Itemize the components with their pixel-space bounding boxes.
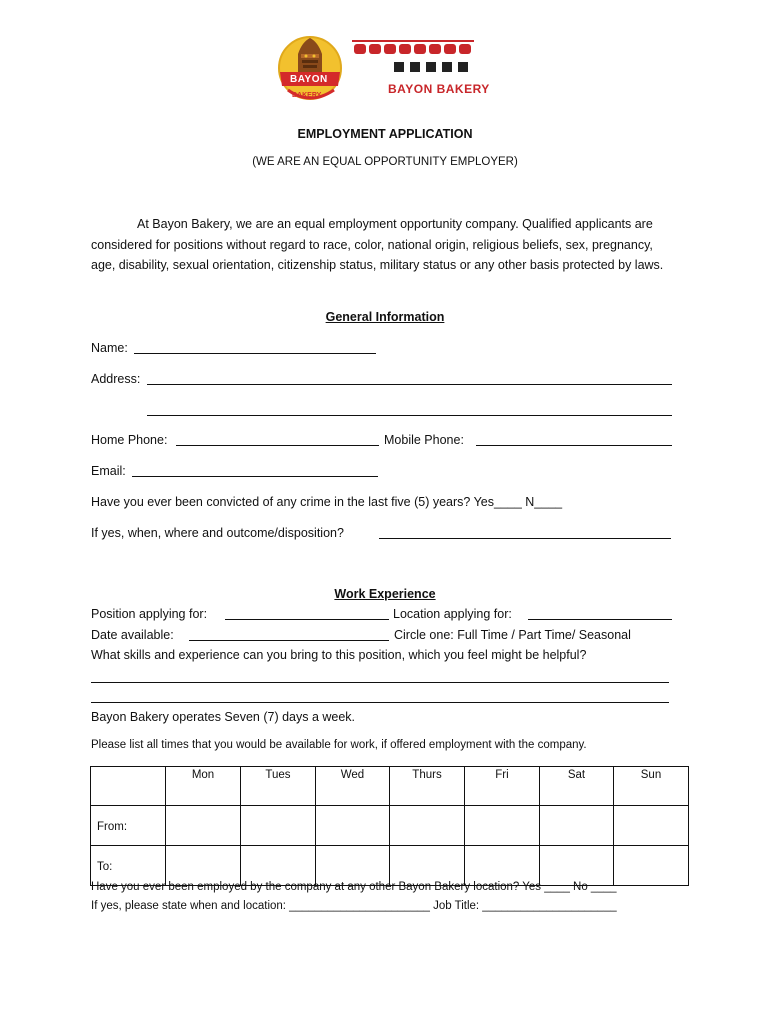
from-wed-cell[interactable] — [316, 806, 390, 846]
date-available-label: Date available: — [91, 628, 174, 642]
email-field[interactable] — [132, 476, 378, 477]
location-label: Location applying for: — [393, 607, 512, 621]
date-available-field[interactable] — [189, 640, 389, 641]
position-field[interactable] — [225, 619, 389, 620]
if-yes-disposition-label: If yes, when, where and outcome/disposition? — [91, 526, 344, 540]
position-label: Position applying for: — [91, 607, 208, 621]
general-info-heading: General Information — [325, 310, 445, 324]
page-title: EMPLOYMENT APPLICATION — [297, 127, 473, 141]
table-corner-cell — [91, 767, 166, 806]
address-field-line1[interactable] — [147, 384, 672, 385]
mobile-phone-label: Mobile Phone: — [384, 433, 464, 447]
logo-emblem-bottom-text: BAKERY — [292, 92, 322, 99]
address-field-line2[interactable] — [147, 415, 672, 416]
name-field[interactable] — [134, 353, 376, 354]
employment-type-choice[interactable]: Circle one: Full Time / Part Time/ Seasonal — [394, 628, 631, 642]
day-header-thurs: Thurs — [390, 767, 465, 806]
logo-emblem-top-text: BAYON — [290, 74, 328, 85]
employed-before-question: Have you ever been employed by the company at any other Bayon Bakery location? Yes ____ No ____ — [91, 881, 617, 893]
day-header-tues: Tues — [241, 767, 316, 806]
home-phone-field[interactable] — [176, 445, 379, 446]
availability-table — [90, 766, 689, 886]
from-tues-cell[interactable] — [241, 806, 316, 846]
from-sat-cell[interactable] — [540, 806, 614, 846]
bayon-bakery-logo — [276, 32, 492, 108]
availability-note: Please list all times that you would be available for work, if offered employment with the company. — [91, 739, 587, 751]
day-header-mon: Mon — [166, 767, 241, 806]
from-fri-cell[interactable] — [465, 806, 540, 846]
skills-field-line2[interactable] — [91, 702, 669, 703]
disposition-field[interactable] — [379, 538, 671, 539]
from-thurs-cell[interactable] — [390, 806, 465, 846]
mobile-phone-field[interactable] — [476, 445, 672, 446]
location-field[interactable] — [528, 619, 672, 620]
to-sun-cell[interactable] — [614, 846, 689, 886]
skills-question: What skills and experience can you bring to this position, which you feel might be helpful? — [91, 648, 587, 662]
table-header-row — [91, 767, 689, 806]
day-header-wed: Wed — [316, 767, 390, 806]
row-label-from: From: — [91, 806, 166, 846]
from-mon-cell[interactable] — [166, 806, 241, 846]
table-row-from — [91, 806, 689, 846]
day-header-sun: Sun — [614, 767, 689, 806]
skills-field-line1[interactable] — [91, 682, 669, 683]
logo-english-name: BAYON BAKERY — [388, 82, 490, 96]
row-label-to: To: — [91, 846, 166, 886]
if-yes-state-location: If yes, please state when and location: ______________________ Job Title: _____________________ — [91, 900, 617, 912]
operates-note: Bayon Bakery operates Seven (7) days a week. — [91, 710, 356, 724]
address-label: Address: — [91, 372, 141, 386]
work-experience-heading: Work Experience — [334, 587, 436, 601]
from-sun-cell[interactable] — [614, 806, 689, 846]
intro-paragraph: At Bayon Bakery, we are an equal employment opportunity company. Qualified applicants are considered for positions without regard to race, color, national origin, religious beliefs, sex, pregnancy, age, disability, sexual orientation, citizenship status, military status or any other basis protected by laws. — [91, 217, 664, 272]
day-header-sat: Sat — [540, 767, 614, 806]
day-header-fri: Fri — [465, 767, 540, 806]
convicted-question: Have you ever been convicted of any crime in the last five (5) years? Yes____ N____ — [91, 495, 563, 509]
email-label: Email: — [91, 464, 126, 478]
name-label: Name: — [91, 341, 128, 355]
home-phone-label: Home Phone: — [91, 433, 168, 447]
page-subtitle: (WE ARE AN EQUAL OPPORTUNITY EMPLOYER) — [252, 156, 518, 168]
